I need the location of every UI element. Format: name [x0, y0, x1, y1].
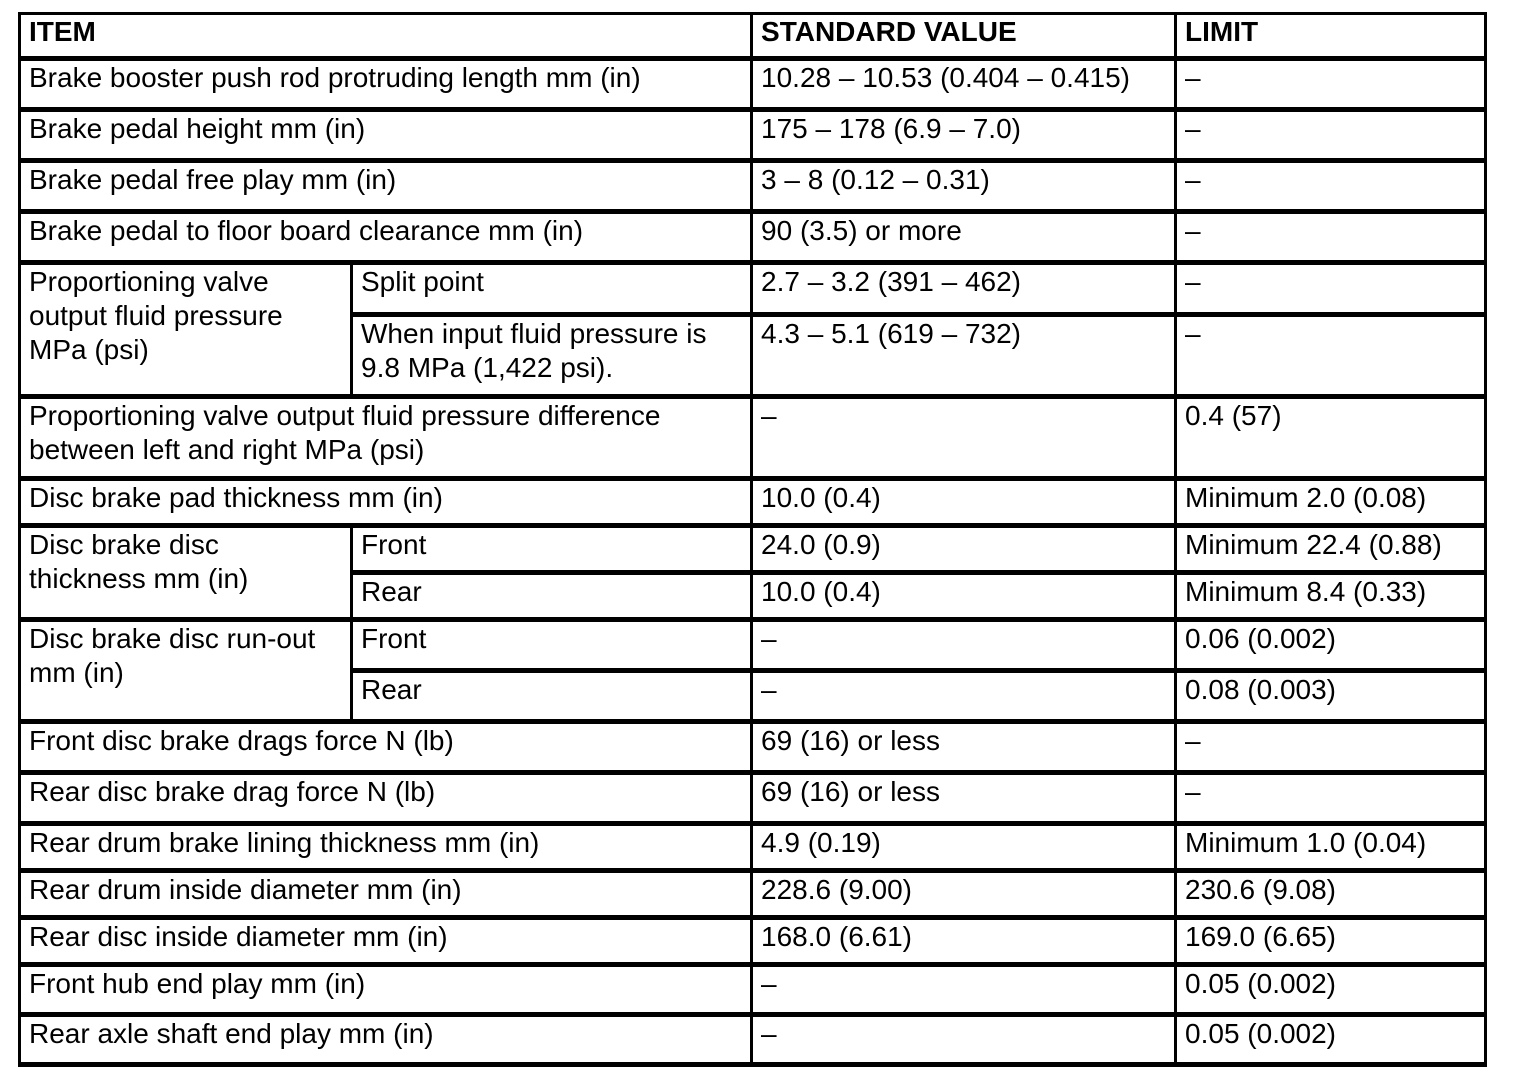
- table-row: [20, 825, 1486, 872]
- group-item-cell: Disc brake disc run-out mm (in): [20, 621, 352, 723]
- standard-value-cell: 10.0 (0.4): [752, 480, 1176, 527]
- standard-value-cell: 10.28 – 10.53 (0.404 – 0.415): [752, 60, 1176, 111]
- standard-value-cell: –: [752, 1016, 1176, 1066]
- table-row: [20, 527, 1486, 574]
- limit-cell: Minimum 1.0 (0.04): [1176, 825, 1486, 872]
- standard-value-cell: 90 (3.5) or more: [752, 213, 1176, 264]
- header-row: [20, 14, 1486, 60]
- table-row: [20, 111, 1486, 162]
- sub-item-cell: Rear: [352, 672, 752, 723]
- item-cell: Proportioning valve output fluid pressure difference between left and right MPa (psi): [20, 398, 752, 480]
- table-row: [20, 60, 1486, 111]
- standard-value-cell: 4.9 (0.19): [752, 825, 1176, 872]
- standard-value-cell: 175 – 178 (6.9 – 7.0): [752, 111, 1176, 162]
- table-row: [20, 723, 1486, 774]
- table-row: [20, 213, 1486, 264]
- item-cell: Brake pedal free play mm (in): [20, 162, 752, 213]
- limit-cell: 169.0 (6.65): [1176, 919, 1486, 966]
- spec-table: [18, 12, 1487, 1067]
- table-row: [20, 774, 1486, 825]
- limit-cell: 0.08 (0.003): [1176, 672, 1486, 723]
- limit-cell: Minimum 22.4 (0.88): [1176, 527, 1486, 574]
- item-cell: Rear disc inside diameter mm (in): [20, 919, 752, 966]
- standard-value-cell: –: [752, 966, 1176, 1016]
- table-row: [20, 966, 1486, 1016]
- header-limit: LIMIT: [1176, 14, 1486, 60]
- item-cell: Rear disc brake drag force N (lb): [20, 774, 752, 825]
- standard-value-cell: 168.0 (6.61): [752, 919, 1176, 966]
- table-row: [20, 621, 1486, 672]
- sub-item-cell: Split point: [352, 264, 752, 316]
- limit-cell: Minimum 8.4 (0.33): [1176, 574, 1486, 621]
- table-row: [20, 1016, 1486, 1066]
- sub-item-cell: When input fluid pressure is 9.8 MPa (1,422 psi).: [352, 316, 752, 398]
- limit-cell: –: [1176, 213, 1486, 264]
- limit-cell: –: [1176, 774, 1486, 825]
- item-cell: Rear drum inside diameter mm (in): [20, 872, 752, 919]
- item-cell: Brake booster push rod protruding length mm (in): [20, 60, 752, 111]
- limit-cell: –: [1176, 111, 1486, 162]
- limit-cell: Minimum 2.0 (0.08): [1176, 480, 1486, 527]
- standard-value-cell: –: [752, 672, 1176, 723]
- limit-cell: 0.05 (0.002): [1176, 1016, 1486, 1066]
- table-row: [20, 480, 1486, 527]
- limit-cell: 0.05 (0.002): [1176, 966, 1486, 1016]
- standard-value-cell: 10.0 (0.4): [752, 574, 1176, 621]
- limit-cell: –: [1176, 60, 1486, 111]
- limit-cell: –: [1176, 316, 1486, 398]
- item-cell: Front disc brake drags force N (lb): [20, 723, 752, 774]
- standard-value-cell: 69 (16) or less: [752, 723, 1176, 774]
- standard-value-cell: 3 – 8 (0.12 – 0.31): [752, 162, 1176, 213]
- sub-item-cell: Rear: [352, 574, 752, 621]
- limit-cell: 230.6 (9.08): [1176, 872, 1486, 919]
- item-cell: Rear drum brake lining thickness mm (in): [20, 825, 752, 872]
- header-standard-value: STANDARD VALUE: [752, 14, 1176, 60]
- table-row: [20, 162, 1486, 213]
- group-item-cell: Proportioning valve output fluid pressure MPa (psi): [20, 264, 352, 398]
- table-row: [20, 264, 1486, 316]
- header-item: ITEM: [20, 14, 752, 60]
- limit-cell: 0.4 (57): [1176, 398, 1486, 480]
- item-cell: Rear axle shaft end play mm (in): [20, 1016, 752, 1066]
- standard-value-cell: –: [752, 621, 1176, 672]
- table-row: [20, 398, 1486, 480]
- sub-item-cell: Front: [352, 621, 752, 672]
- item-cell: Brake pedal height mm (in): [20, 111, 752, 162]
- group-item-cell: Disc brake disc thickness mm (in): [20, 527, 352, 621]
- table-row: [20, 872, 1486, 919]
- standard-value-cell: 4.3 – 5.1 (619 – 732): [752, 316, 1176, 398]
- item-cell: Brake pedal to floor board clearance mm (in): [20, 213, 752, 264]
- standard-value-cell: 228.6 (9.00): [752, 872, 1176, 919]
- limit-cell: –: [1176, 162, 1486, 213]
- item-cell: Front hub end play mm (in): [20, 966, 752, 1016]
- item-cell: Disc brake pad thickness mm (in): [20, 480, 752, 527]
- limit-cell: –: [1176, 723, 1486, 774]
- standard-value-cell: 2.7 – 3.2 (391 – 462): [752, 264, 1176, 316]
- standard-value-cell: –: [752, 398, 1176, 480]
- standard-value-cell: 69 (16) or less: [752, 774, 1176, 825]
- table-row: [20, 919, 1486, 966]
- limit-cell: 0.06 (0.002): [1176, 621, 1486, 672]
- limit-cell: –: [1176, 264, 1486, 316]
- sub-item-cell: Front: [352, 527, 752, 574]
- standard-value-cell: 24.0 (0.9): [752, 527, 1176, 574]
